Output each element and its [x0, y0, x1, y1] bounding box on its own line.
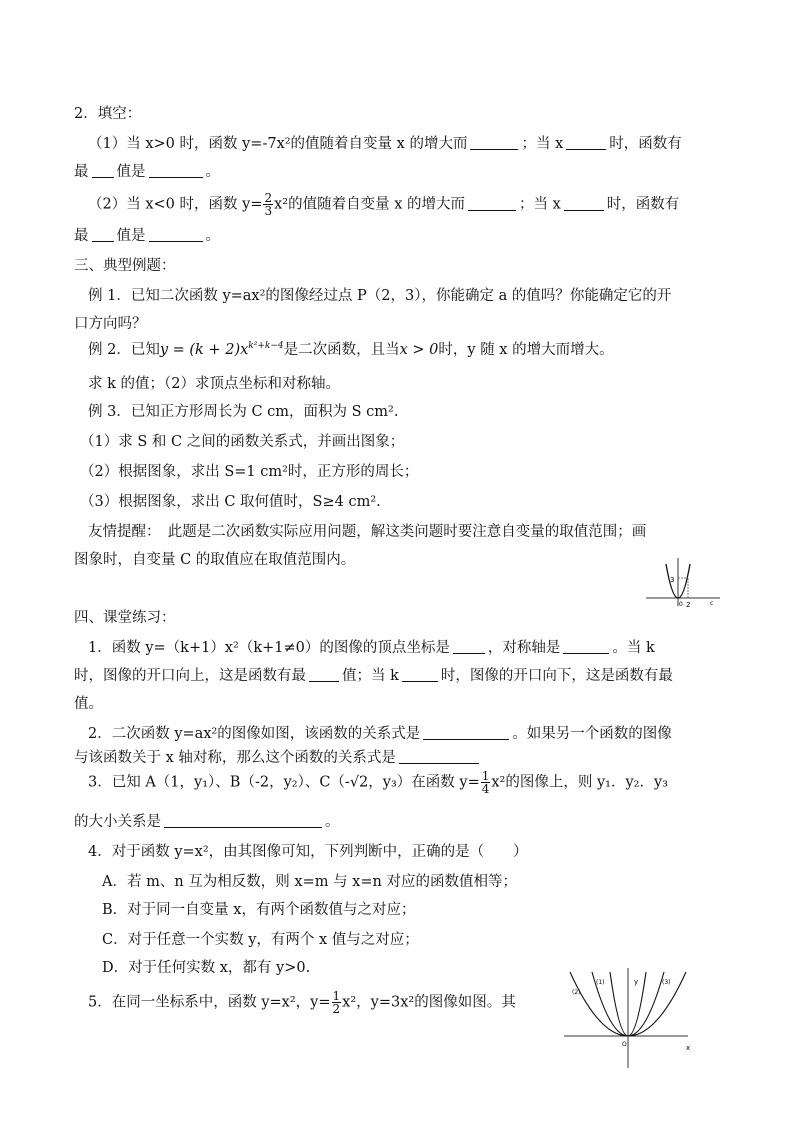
tip-line-1: 友情提醒： 此题是二次函数实际应用问题，解这类问题时要注意自变量的取值范围；画 [88, 524, 647, 540]
example-1-line-1: 例 1．已知二次函数 y=ax²的图像经过点 P（2，3），你能确定 a 的值吗？你能确定它的开 [88, 288, 672, 304]
answer-blank[interactable] [149, 163, 203, 178]
parabolas-figure-2 [558, 964, 698, 1070]
practice-4-option-b[interactable]: B．对于同一自变量 x，有两个函数值与之对应； [102, 902, 416, 918]
practice-2-line-1: 2．二次函数 y=ax²的图像如图，该函数的关系式是 。如果另一个函数的图像 [88, 726, 672, 742]
practice-4-option-a[interactable]: A．若 m、n 互为相反数，则 x=m 与 x=n 对应的函数值相等； [102, 874, 517, 890]
fraction-one-half: $\frac{1}{2}$ [332, 989, 341, 1016]
answer-blank[interactable] [402, 667, 438, 682]
section-fill-title: 2．填空： [74, 106, 142, 122]
section-examples-title: 三、典型例题： [74, 258, 176, 274]
label-3: 3 [670, 576, 675, 584]
parabola-figure-1 [644, 556, 724, 608]
answer-blank[interactable] [470, 135, 518, 150]
label-origin: 0 [679, 601, 683, 608]
example-1-line-2: 口方向吗？ [74, 316, 147, 332]
answer-blank[interactable] [468, 196, 516, 211]
tip-line-2: 图象时，自变量 C 的取值应在取值范围内。 [74, 552, 356, 568]
answer-blank[interactable] [164, 813, 322, 828]
answer-blank[interactable] [563, 639, 609, 654]
example-2-line-2: 求 k 的值；（2）求顶点坐标和对称轴。 [88, 376, 340, 392]
practice-5-line-1: 5．在同一坐标系中，函数 y=x²，y= $\frac{1}{2}$ x²，y=3x²的图像如图。其 [88, 989, 516, 1016]
answer-blank[interactable] [92, 163, 114, 178]
question-2-line-2: 最 值是 。 [74, 228, 220, 244]
example-3-line-3: （2）根据图象，求出 S=1 cm²时，正方形的周长； [80, 464, 419, 480]
label-x: x [686, 1044, 691, 1052]
answer-blank[interactable] [92, 227, 114, 242]
practice-1-line-1: 1．函数 y=（k+1）x²（k+1≠0）的图像的顶点坐标是 ，对称轴是 。当 k [88, 640, 655, 656]
label-curve-2: (2) [572, 989, 581, 996]
fraction-one-quarter: $\frac{1}{4}$ [481, 769, 490, 796]
answer-blank[interactable] [149, 227, 203, 242]
example-3-line-2: （1）求 S 和 C 之间的函数关系式，并画出图象； [80, 434, 405, 450]
answer-blank[interactable] [309, 667, 339, 682]
example-3-line-4: （3）根据图象，求出 C 取何值时，S≥4 cm². [80, 494, 381, 510]
question-1-line-2: 最 值是 。 [74, 164, 220, 180]
practice-4-option-d[interactable]: D．对于任何实数 x，都有 y>0. [102, 960, 311, 976]
example-2-line-1: 例 2．已知$y = (k + 2)x^{k^2+k-4}$是二次函数，且当x > 0时，y 随 x 的增大而增大。 [88, 341, 614, 358]
practice-3-line-1: 3．已知 A（1，y₁）、B（-2，y₂）、C（-√2，y₃）在函数 y= $\frac{1}{4}$ x²的图像上，则 y₁．y₂．y₃ [88, 769, 668, 796]
section-practice-title: 四、课堂练习： [74, 610, 176, 626]
practice-1-line-3: 值。 [74, 696, 103, 712]
label-2: 2 [686, 601, 691, 608]
label-curve-1: (1) [596, 979, 605, 986]
practice-4-option-c[interactable]: C．对于任意一个实数 y，有两个 x 值与之对应； [102, 932, 419, 948]
label-c: c [710, 600, 714, 607]
practice-3-line-2: 的大小关系是 。 [74, 814, 340, 830]
label-y: y [634, 978, 639, 986]
label-origin: O [622, 1041, 627, 1048]
answer-blank[interactable] [566, 135, 606, 150]
answer-blank[interactable] [399, 749, 479, 764]
question-2-line-1: （2）当 x<0 时，函数 y= $\frac{2}{3}$ x²的值随着自变量 x 的增大而 ；当 x 时，函数有 [88, 191, 680, 218]
example-3-line-1: 例 3．已知正方形周长为 C cm，面积为 S cm². [88, 404, 399, 420]
answer-blank[interactable] [453, 639, 485, 654]
practice-4-question: 4．对于函数 y=x²，由其图像可知，下列判断中，正确的是（ ） [88, 844, 528, 860]
practice-1-line-2: 时，图像的开口向上，这是函数有最 值；当 k 时，图像的开口向下，这是函数有最 [74, 668, 673, 684]
answer-blank[interactable] [423, 725, 509, 740]
question-1-line-1: （1）当 x>0 时，函数 y=-7x²的值随着自变量 x 的增大而 ；当 x 时，函数有 [88, 136, 682, 152]
fraction-two-thirds: $\frac{2}{3}$ [264, 191, 273, 218]
practice-2-line-2: 与该函数关于 x 轴对称，那么这个函数的关系式是 [74, 748, 482, 768]
label-curve-3: (3) [662, 979, 671, 986]
answer-blank[interactable] [564, 196, 604, 211]
